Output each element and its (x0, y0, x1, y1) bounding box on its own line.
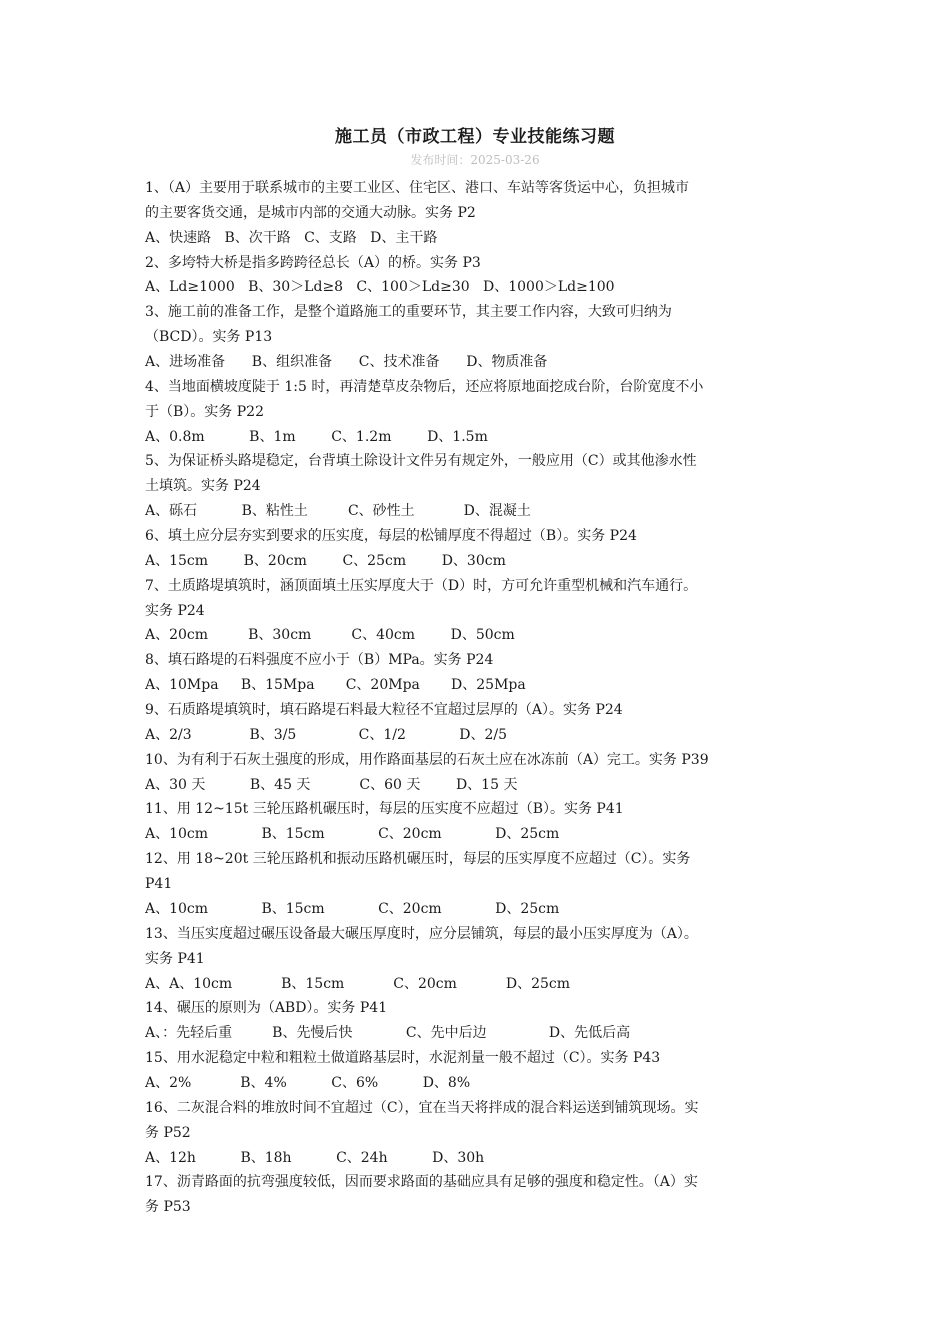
text-line: A、快速路 B、次干路 C、支路 D、主干路 (145, 229, 438, 246)
text-line: A、砾石 B、粘性土 C、砂性土 D、混凝土 (145, 503, 531, 520)
text-line: 10、为有利于石灰土强度的形成，用作路面基层的石灰土应在冰冻前（A）完工。实务 P39 (145, 751, 709, 768)
text-line: A、进场准备 B、组织准备 C、技术准备 D、物质准备 (145, 354, 548, 371)
text-line: A、10Mpa B、15Mpa C、20Mpa D、25Mpa (145, 677, 526, 694)
text-line: 5、为保证桥头路堤稳定，台背填土除设计文件另有规定外，一般应用（C）或其他渗水性 (145, 453, 697, 470)
document-title: 施工员（市政工程）专业技能练习题 (335, 127, 615, 147)
text-line: 3、施工前的准备工作，是整个道路施工的重要环节，其主要工作内容，大致可归纳为 (145, 304, 672, 321)
text-line: A、12h B、18h C、24h D、30h (145, 1149, 485, 1166)
text-line: 13、当压实度超过碾压设备最大碾压厚度时，应分层铺筑，每层的最小压实厚度为（A）。 (145, 925, 698, 942)
text-line: 的主要客货交通，是城市内部的交通大动脉。实务 P2 (145, 204, 476, 221)
text-line: 于（B）。实务 P22 (145, 403, 264, 420)
text-line: 6、填土应分层夯实到要求的压实度，每层的松铺厚度不得超过（B）。实务 P24 (145, 528, 637, 545)
text-line: 14、碾压的原则为（ABD）。实务 P41 (145, 1000, 388, 1017)
text-line: A、：先轻后重 B、先慢后快 C、先中后边 D、先低后高 (145, 1025, 631, 1042)
text-line: 17、沥青路面的抗弯强度较低，因而要求路面的基础应具有足够的强度和稳定性。（A）实 (145, 1174, 698, 1191)
text-line: 7、土质路堤填筑时，涵顶面填土压实厚度大于（D）时，方可允许重型机械和汽车通行。 (145, 577, 698, 594)
text-line: （BCD）。实务 P13 (145, 329, 273, 346)
text-line: 9、石质路堤填筑时，填石路堤石料最大粒径不宜超过层厚的（A）。实务 P24 (145, 702, 623, 719)
text-line: A、20cm B、30cm C、40cm D、50cm (145, 627, 515, 644)
text-line: A、10cm B、15cm C、20cm D、25cm (145, 900, 560, 917)
text-line: A、0.8m B、1m C、1.2m D、1.5m (145, 428, 488, 445)
text-line: 11、用 12~15t 三轮压路机碾压时，每层的压实度不应超过（B）。实务 P41 (145, 801, 624, 818)
text-line: 15、用水泥稳定中粒和粗粒土做道路基层时，水泥剂量一般不超过（C）。实务 P43 (145, 1050, 661, 1067)
text-line: 土填筑。实务 P24 (145, 478, 261, 495)
document-body (145, 176, 815, 1220)
text-line: A、Ld≥1000 B、30＞Ld≥8 C、100＞Ld≥30 D、1000＞Ld≥100 (145, 279, 615, 296)
text-line: 实务 P24 (145, 602, 205, 619)
text-line: 8、填石路堤的石料强度不应小于（B）MPa。实务 P24 (145, 652, 494, 669)
text-line: 1、（A）主要用于联系城市的主要工业区、住宅区、港口、车站等客货运中心，负担城市 (145, 180, 690, 196)
text-line: A、10cm B、15cm C、20cm D、25cm (145, 826, 560, 843)
text-line: 2、多垮特大桥是指多跨跨径总长（A）的桥。实务 P3 (145, 254, 481, 271)
text-line: 4、当地面横坡度陡于 1:5 时，再清楚草皮杂物后，还应将原地面挖成台阶，台阶宽度不小 (145, 378, 704, 395)
text-line: P41 (145, 876, 173, 893)
text-line: 12、用 18~20t 三轮压路机和振动压路机碾压时，每层的压实厚度不应超过（C）。实务 (145, 851, 691, 868)
text-line: A、15cm B、20cm C、25cm D、30cm (145, 552, 506, 569)
text-line: 实务 P41 (145, 950, 205, 967)
text-line: A、2% B、4% C、6% D、8% (145, 1074, 471, 1091)
text-line: 务 P53 (145, 1199, 191, 1216)
text-line: 16、二灰混合料的堆放时间不宜超过（C），宜在当天将拌成的混合料运送到铺筑现场。实 (145, 1099, 699, 1116)
text-line: A、30 天 B、45 天 C、60 天 D、15 天 (145, 776, 518, 793)
publish-date: 发布时间：2025-03-26 (410, 153, 540, 167)
text-line: 务 P52 (145, 1124, 191, 1141)
text-line: A、A、10cm B、15cm C、20cm D、25cm (145, 975, 571, 992)
text-line: A、2/3 B、3/5 C、1/2 D、2/5 (145, 726, 508, 743)
